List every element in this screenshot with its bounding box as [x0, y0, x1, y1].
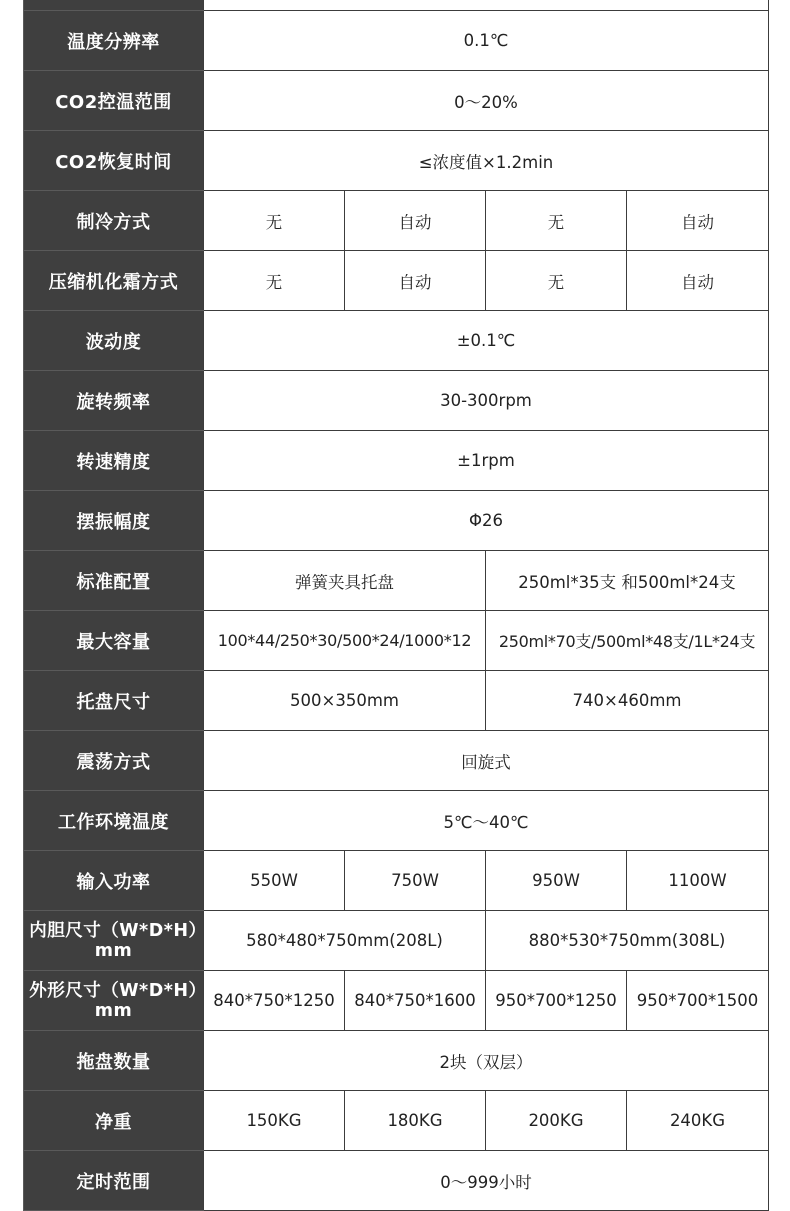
value-cell: Φ26 [204, 491, 769, 551]
value-cell: 880*530*750mm(308L) [486, 911, 769, 971]
spec-table-body [24, 0, 769, 1211]
value-cell: 150KG [204, 1091, 345, 1151]
value-cell: 0～999小时 [204, 1151, 769, 1211]
value-cell: 0.1℃ [204, 11, 769, 71]
row-label: 托盘尺寸 [24, 671, 204, 731]
table-row [24, 371, 769, 431]
value-cell [204, 0, 769, 11]
value-cell: 无 [204, 191, 345, 251]
table-row [24, 1091, 769, 1151]
row-label: 压缩机化霜方式 [24, 251, 204, 311]
row-label: 旋转频率 [24, 371, 204, 431]
value-cell: 弹簧夹具托盘 [204, 551, 486, 611]
table-row [24, 1151, 769, 1211]
table-row [24, 1031, 769, 1091]
value-cell: 无 [486, 251, 627, 311]
table-row [24, 0, 769, 11]
table-row [24, 251, 769, 311]
table-row [24, 11, 769, 71]
value-cell: 580*480*750mm(208L) [204, 911, 486, 971]
value-cell: 950W [486, 851, 627, 911]
value-cell: 无 [204, 251, 345, 311]
value-cell: 自动 [627, 191, 769, 251]
table-row [24, 131, 769, 191]
table-row [24, 551, 769, 611]
row-label: 波动度 [24, 311, 204, 371]
row-label: 标准配置 [24, 551, 204, 611]
value-cell: ±1rpm [204, 431, 769, 491]
value-cell: 840*750*1250 [204, 971, 345, 1031]
value-cell: 回旋式 [204, 731, 769, 791]
table-row [24, 311, 769, 371]
row-label: CO2控温范围 [24, 71, 204, 131]
row-label: 转速精度 [24, 431, 204, 491]
table-row [24, 911, 769, 971]
row-label: 摆振幅度 [24, 491, 204, 551]
table-row [24, 191, 769, 251]
value-cell: 500×350mm [204, 671, 486, 731]
value-cell: 2块（双层） [204, 1031, 769, 1091]
row-label: 定时范围 [24, 1151, 204, 1211]
value-cell: 180KG [345, 1091, 486, 1151]
row-label: CO2恢复时间 [24, 131, 204, 191]
table-row [24, 611, 769, 671]
value-cell: 200KG [486, 1091, 627, 1151]
table-row [24, 431, 769, 491]
row-label: 拖盘数量 [24, 1031, 204, 1091]
value-cell: 240KG [627, 1091, 769, 1151]
value-cell: 740×460mm [486, 671, 769, 731]
value-cell: ±0.1℃ [204, 311, 769, 371]
row-label: 输入功率 [24, 851, 204, 911]
value-cell: 750W [345, 851, 486, 911]
value-cell: 100*44/250*30/500*24/1000*12 [204, 611, 486, 671]
value-cell: 950*700*1250 [486, 971, 627, 1031]
value-cell: 950*700*1500 [627, 971, 769, 1031]
value-cell: 550W [204, 851, 345, 911]
value-cell: 自动 [345, 191, 486, 251]
row-label: 净重 [24, 1091, 204, 1151]
row-label: 内胆尺寸（W*D*H）mm [24, 911, 204, 971]
table-row [24, 971, 769, 1031]
table-row [24, 71, 769, 131]
row-label: 制冷方式 [24, 191, 204, 251]
value-cell: ≤浓度值×1.2min [204, 131, 769, 191]
table-row [24, 491, 769, 551]
value-cell: 自动 [627, 251, 769, 311]
table-row [24, 731, 769, 791]
value-cell: 840*750*1600 [345, 971, 486, 1031]
value-cell: 5℃～40℃ [204, 791, 769, 851]
value-cell: 0～20% [204, 71, 769, 131]
row-label: 外形尺寸（W*D*H）mm [24, 971, 204, 1031]
row-label [24, 0, 204, 11]
spec-table [23, 0, 769, 1211]
table-row [24, 671, 769, 731]
row-label: 工作环境温度 [24, 791, 204, 851]
row-label: 最大容量 [24, 611, 204, 671]
table-row [24, 791, 769, 851]
value-cell: 30-300rpm [204, 371, 769, 431]
value-cell: 250ml*70支/500ml*48支/1L*24支 [486, 611, 769, 671]
value-cell: 1100W [627, 851, 769, 911]
value-cell: 自动 [345, 251, 486, 311]
value-cell: 无 [486, 191, 627, 251]
value-cell: 250ml*35支 和500ml*24支 [486, 551, 769, 611]
row-label: 温度分辨率 [24, 11, 204, 71]
row-label: 震荡方式 [24, 731, 204, 791]
table-row [24, 851, 769, 911]
